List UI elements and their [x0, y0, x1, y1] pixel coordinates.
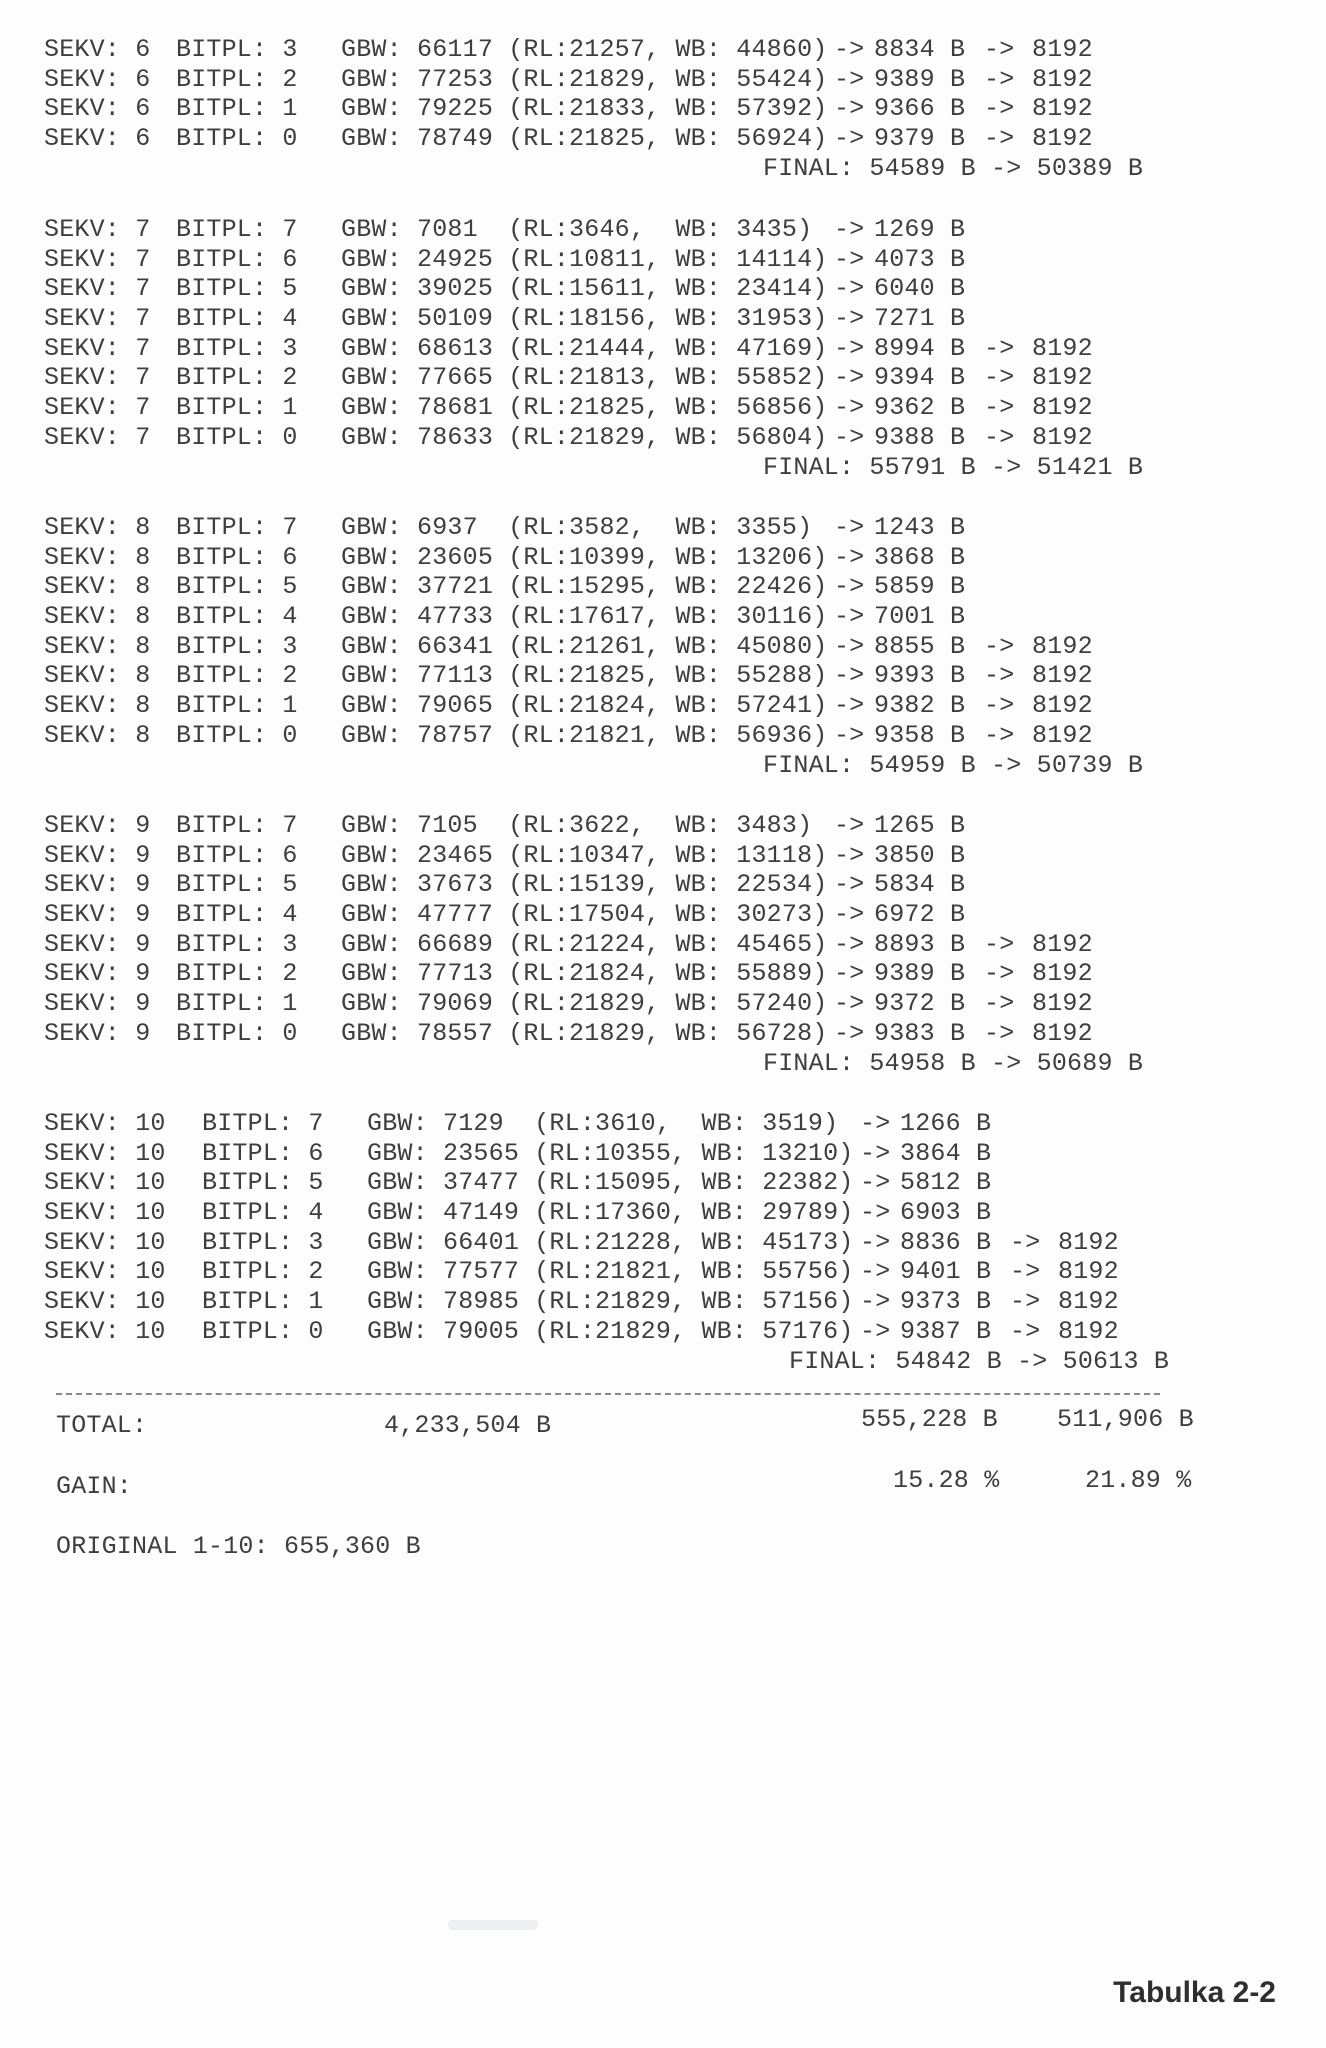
bytes-value: 7271 B [874, 304, 966, 334]
table-row [44, 1198, 1194, 1228]
arrow: -> [834, 333, 865, 363]
arrow: -> [984, 393, 1015, 423]
arrow: -> [984, 94, 1015, 124]
gain-label: GAIN: [56, 1472, 133, 1501]
arrow: -> [984, 124, 1015, 154]
gbw-value: GBW: 79225 (RL:21833, WB: 57392) [341, 94, 828, 124]
bytes-value: 9393 B [874, 661, 966, 691]
table-row [44, 691, 1194, 721]
table-row [44, 543, 1194, 573]
table-row [44, 94, 1194, 124]
sekv-value: SEKV: 8 [44, 572, 151, 602]
bitpl-value: BITPL: 4 [202, 1198, 324, 1228]
gbw-value: GBW: 23565 (RL:10355, WB: 13210) [367, 1138, 854, 1168]
arrow: -> [834, 304, 865, 334]
sekv-value: SEKV: 9 [44, 959, 151, 989]
cap-value: 8192 [1058, 1287, 1119, 1317]
bytes-value: 4073 B [874, 244, 966, 274]
arrow: -> [834, 989, 865, 1019]
bytes-value: 6972 B [874, 900, 966, 930]
gbw-value: GBW: 66117 (RL:21257, WB: 44860) [341, 35, 828, 64]
final-summary: FINAL: 54959 B -> 50739 B [763, 750, 1144, 780]
cap-value: 8192 [1032, 124, 1093, 154]
cap-value: 8192 [1058, 1257, 1119, 1287]
bitpl-value: BITPL: 6 [176, 542, 298, 572]
arrow: -> [984, 1018, 1015, 1048]
table-row [44, 423, 1194, 453]
arrow: -> [984, 35, 1015, 64]
sequence-block-10 [44, 1109, 1194, 1376]
gain-capped-value: 21.89 % [1085, 1466, 1192, 1495]
table-row [44, 1139, 1194, 1169]
bytes-value: 8855 B [874, 631, 966, 661]
sekv-value: SEKV: 8 [44, 602, 151, 632]
bitpl-value: BITPL: 5 [176, 870, 298, 900]
sekv-value: SEKV: 8 [44, 720, 151, 750]
cap-value: 8192 [1032, 64, 1093, 94]
total-label: TOTAL: [56, 1411, 148, 1440]
sekv-value: SEKV: 9 [44, 900, 151, 930]
gbw-value: GBW: 77577 (RL:21821, WB: 55756) [367, 1257, 854, 1287]
bitpl-value: BITPL: 3 [176, 35, 298, 64]
gbw-value: GBW: 23465 (RL:10347, WB: 13118) [341, 840, 828, 870]
arrow: -> [834, 840, 865, 870]
gbw-value: GBW: 23605 (RL:10399, WB: 13206) [341, 542, 828, 572]
bitpl-value: BITPL: 5 [176, 572, 298, 602]
sekv-value: SEKV: 7 [44, 215, 151, 244]
arrow: -> [834, 900, 865, 930]
gbw-value: GBW: 78557 (RL:21829, WB: 56728) [341, 1018, 828, 1048]
gbw-value: GBW: 77665 (RL:21813, WB: 55852) [341, 363, 828, 393]
sekv-value: SEKV: 7 [44, 422, 151, 452]
bitpl-value: BITPL: 7 [176, 513, 298, 542]
bitpl-value: BITPL: 3 [176, 929, 298, 959]
bitpl-value: BITPL: 0 [176, 720, 298, 750]
arrow: -> [1010, 1257, 1041, 1287]
arrow: -> [834, 363, 865, 393]
cap-value: 8192 [1032, 691, 1093, 721]
arrow: -> [860, 1257, 891, 1287]
bytes-value: 9358 B [874, 720, 966, 750]
table-row [44, 274, 1194, 304]
bytes-value: 1269 B [874, 215, 966, 244]
sekv-value: SEKV: 8 [44, 542, 151, 572]
arrow: -> [984, 691, 1015, 721]
sekv-value: SEKV: 9 [44, 840, 151, 870]
gbw-value: GBW: 79065 (RL:21824, WB: 57241) [341, 691, 828, 721]
bytes-value: 9388 B [874, 422, 966, 452]
table-row [44, 124, 1194, 154]
arrow: -> [834, 959, 865, 989]
bytes-value: 9362 B [874, 393, 966, 423]
bytes-value: 8893 B [874, 929, 966, 959]
sekv-value: SEKV: 10 [44, 1198, 166, 1228]
bytes-value: 1243 B [874, 513, 966, 542]
gbw-value: GBW: 37721 (RL:15295, WB: 22426) [341, 572, 828, 602]
scan-smudge [448, 1920, 538, 1930]
sekv-value: SEKV: 8 [44, 631, 151, 661]
table-row [44, 841, 1194, 871]
cap-value: 8192 [1032, 1018, 1093, 1048]
gbw-value: GBW: 78985 (RL:21829, WB: 57156) [367, 1287, 854, 1317]
original-total: ORIGINAL 1-10: 655,360 B [56, 1532, 421, 1561]
final-row [44, 751, 1194, 781]
cap-value: 8192 [1032, 661, 1093, 691]
arrow: -> [834, 94, 865, 124]
table-row [44, 393, 1194, 423]
bitpl-value: BITPL: 4 [176, 900, 298, 930]
bitpl-value: BITPL: 4 [176, 602, 298, 632]
arrow: -> [834, 274, 865, 304]
table-row [44, 602, 1194, 632]
table-row [44, 900, 1194, 930]
gbw-value: GBW: 50109 (RL:18156, WB: 31953) [341, 304, 828, 334]
bytes-value: 9394 B [874, 363, 966, 393]
gbw-value: GBW: 68613 (RL:21444, WB: 47169) [341, 333, 828, 363]
bitpl-value: BITPL: 3 [176, 333, 298, 363]
table-row [44, 721, 1194, 751]
bitpl-value: BITPL: 2 [176, 363, 298, 393]
cap-value: 8192 [1032, 929, 1093, 959]
gbw-value: GBW: 47149 (RL:17360, WB: 29789) [367, 1198, 854, 1228]
gbw-value: GBW: 6937 (RL:3582, WB: 3355) [341, 513, 828, 542]
arrow: -> [834, 422, 865, 452]
table-row [44, 632, 1194, 662]
bytes-value: 1266 B [900, 1109, 992, 1138]
arrow: -> [834, 64, 865, 94]
bitpl-value: BITPL: 1 [176, 989, 298, 1019]
gbw-value: GBW: 66689 (RL:21224, WB: 45465) [341, 929, 828, 959]
gbw-value: GBW: 79069 (RL:21829, WB: 57240) [341, 989, 828, 1019]
bitpl-value: BITPL: 3 [202, 1227, 324, 1257]
cap-value: 8192 [1032, 333, 1093, 363]
bitpl-value: BITPL: 0 [176, 1018, 298, 1048]
gbw-value: GBW: 47777 (RL:17504, WB: 30273) [341, 900, 828, 930]
table-row [44, 35, 1194, 65]
arrow: -> [1010, 1227, 1041, 1257]
sekv-value: SEKV: 6 [44, 124, 151, 154]
cap-value: 8192 [1032, 35, 1093, 64]
sekv-value: SEKV: 8 [44, 513, 151, 542]
bytes-value: 7001 B [874, 602, 966, 632]
gbw-value: GBW: 37477 (RL:15095, WB: 22382) [367, 1168, 854, 1198]
arrow: -> [834, 661, 865, 691]
table-row [44, 215, 1194, 245]
total-original-value: 4,233,504 B [384, 1411, 552, 1440]
bytes-value: 5812 B [900, 1168, 992, 1198]
bytes-value: 9389 B [874, 959, 966, 989]
sekv-value: SEKV: 10 [44, 1138, 166, 1168]
bytes-value: 9387 B [900, 1316, 992, 1346]
bytes-value: 9366 B [874, 94, 966, 124]
sequence-block-8 [44, 513, 1194, 780]
final-summary: FINAL: 55791 B -> 51421 B [763, 452, 1144, 482]
bytes-value: 8834 B [874, 35, 966, 64]
final-row [44, 1049, 1194, 1079]
sekv-value: SEKV: 9 [44, 989, 151, 1019]
bitpl-value: BITPL: 1 [176, 94, 298, 124]
bytes-value: 9401 B [900, 1257, 992, 1287]
bytes-value: 9382 B [874, 691, 966, 721]
sekv-value: SEKV: 9 [44, 929, 151, 959]
arrow: -> [834, 602, 865, 632]
gbw-value: GBW: 37673 (RL:15139, WB: 22534) [341, 870, 828, 900]
sekv-value: SEKV: 7 [44, 244, 151, 274]
table-row [44, 334, 1194, 364]
gbw-value: GBW: 7105 (RL:3622, WB: 3483) [341, 811, 828, 840]
arrow: -> [984, 631, 1015, 661]
bytes-value: 9373 B [900, 1287, 992, 1317]
final-row [44, 453, 1194, 483]
arrow: -> [860, 1109, 891, 1138]
cap-value: 8192 [1032, 631, 1093, 661]
bytes-value: 8836 B [900, 1227, 992, 1257]
cap-value: 8192 [1032, 94, 1093, 124]
sekv-value: SEKV: 6 [44, 64, 151, 94]
sekv-value: SEKV: 7 [44, 363, 151, 393]
bitpl-value: BITPL: 6 [176, 244, 298, 274]
bytes-value: 3864 B [900, 1138, 992, 1168]
gbw-value: GBW: 66401 (RL:21228, WB: 45173) [367, 1227, 854, 1257]
bitpl-value: BITPL: 0 [176, 422, 298, 452]
bytes-value: 9383 B [874, 1018, 966, 1048]
arrow: -> [984, 959, 1015, 989]
table-row [44, 1317, 1194, 1347]
bitpl-value: BITPL: 0 [202, 1316, 324, 1346]
sekv-value: SEKV: 10 [44, 1168, 166, 1198]
arrow: -> [834, 124, 865, 154]
arrow: -> [860, 1168, 891, 1198]
arrow: -> [984, 989, 1015, 1019]
arrow: -> [984, 422, 1015, 452]
sekv-value: SEKV: 7 [44, 393, 151, 423]
bytes-value: 5859 B [874, 572, 966, 602]
sekv-value: SEKV: 10 [44, 1257, 166, 1287]
arrow: -> [984, 333, 1015, 363]
arrow: -> [834, 929, 865, 959]
sekv-value: SEKV: 7 [44, 333, 151, 363]
total-final-value: 555,228 B [861, 1405, 998, 1434]
arrow: -> [834, 691, 865, 721]
dashed-divider [56, 1393, 1160, 1395]
arrow: -> [834, 35, 865, 64]
bytes-value: 9372 B [874, 989, 966, 1019]
bytes-value: 5834 B [874, 870, 966, 900]
bitpl-value: BITPL: 0 [176, 124, 298, 154]
arrow: -> [984, 929, 1015, 959]
sekv-value: SEKV: 10 [44, 1109, 166, 1138]
table-row [44, 811, 1194, 841]
arrow: -> [860, 1287, 891, 1317]
gbw-value: GBW: 77113 (RL:21825, WB: 55288) [341, 661, 828, 691]
sekv-value: SEKV: 9 [44, 1018, 151, 1048]
table-row [44, 661, 1194, 691]
bitpl-value: BITPL: 1 [176, 691, 298, 721]
gbw-value: GBW: 24925 (RL:10811, WB: 14114) [341, 244, 828, 274]
final-summary: FINAL: 54958 B -> 50689 B [763, 1048, 1144, 1078]
arrow: -> [834, 870, 865, 900]
arrow: -> [834, 393, 865, 423]
final-row [44, 154, 1194, 184]
table-row [44, 930, 1194, 960]
bitpl-value: BITPL: 2 [202, 1257, 324, 1287]
bytes-value: 8994 B [874, 333, 966, 363]
arrow: -> [834, 215, 865, 244]
table-row [44, 304, 1194, 334]
gbw-value: GBW: 7129 (RL:3610, WB: 3519) [367, 1109, 854, 1138]
cap-value: 8192 [1032, 363, 1093, 393]
final-summary: FINAL: 54589 B -> 50389 B [763, 153, 1144, 183]
gain-final-value: 15.28 % [893, 1466, 1000, 1495]
sekv-value: SEKV: 7 [44, 304, 151, 334]
table-row [44, 1287, 1194, 1317]
bytes-value: 9379 B [874, 124, 966, 154]
table-row [44, 989, 1194, 1019]
sekv-value: SEKV: 6 [44, 35, 151, 64]
arrow: -> [984, 64, 1015, 94]
final-row [44, 1347, 1194, 1377]
table-row [44, 1257, 1194, 1287]
table-row [44, 572, 1194, 602]
total-capped-value: 511,906 B [1057, 1405, 1194, 1434]
bytes-value: 6903 B [900, 1198, 992, 1228]
gbw-value: GBW: 66341 (RL:21261, WB: 45080) [341, 631, 828, 661]
sekv-value: SEKV: 9 [44, 870, 151, 900]
arrow: -> [1010, 1316, 1041, 1346]
sekv-value: SEKV: 9 [44, 811, 151, 840]
sekv-value: SEKV: 6 [44, 94, 151, 124]
bitpl-value: BITPL: 7 [176, 215, 298, 244]
table-row [44, 1019, 1194, 1049]
gbw-value: GBW: 78757 (RL:21821, WB: 56936) [341, 720, 828, 750]
gbw-value: GBW: 79005 (RL:21829, WB: 57176) [367, 1316, 854, 1346]
bitpl-value: BITPL: 1 [202, 1287, 324, 1317]
sequence-block-6 [44, 35, 1194, 183]
sekv-value: SEKV: 8 [44, 691, 151, 721]
gbw-value: GBW: 78633 (RL:21829, WB: 56804) [341, 422, 828, 452]
cap-value: 8192 [1032, 393, 1093, 423]
bitpl-value: BITPL: 5 [176, 274, 298, 304]
arrow: -> [834, 542, 865, 572]
arrow: -> [860, 1316, 891, 1346]
sekv-value: SEKV: 8 [44, 661, 151, 691]
table-row [44, 870, 1194, 900]
arrow: -> [834, 513, 865, 542]
gbw-value: GBW: 78681 (RL:21825, WB: 56856) [341, 393, 828, 423]
arrow: -> [984, 720, 1015, 750]
gbw-value: GBW: 7081 (RL:3646, WB: 3435) [341, 215, 828, 244]
arrow: -> [834, 720, 865, 750]
table-row [44, 363, 1194, 393]
arrow: -> [860, 1138, 891, 1168]
arrow: -> [834, 572, 865, 602]
table-row [44, 1168, 1194, 1198]
sekv-value: SEKV: 10 [44, 1287, 166, 1317]
table-row [44, 513, 1194, 543]
arrow: -> [984, 661, 1015, 691]
gbw-value: GBW: 78749 (RL:21825, WB: 56924) [341, 124, 828, 154]
bitpl-value: BITPL: 5 [202, 1168, 324, 1198]
bytes-value: 1265 B [874, 811, 966, 840]
bitpl-value: BITPL: 4 [176, 304, 298, 334]
arrow: -> [860, 1227, 891, 1257]
bitpl-value: BITPL: 2 [176, 64, 298, 94]
arrow: -> [834, 631, 865, 661]
arrow: -> [1010, 1287, 1041, 1317]
bitpl-value: BITPL: 2 [176, 661, 298, 691]
gbw-value: GBW: 47733 (RL:17617, WB: 30116) [341, 602, 828, 632]
gbw-value: GBW: 77713 (RL:21824, WB: 55889) [341, 959, 828, 989]
bitpl-value: BITPL: 2 [176, 959, 298, 989]
table-row [44, 1228, 1194, 1258]
table-row [44, 959, 1194, 989]
table-row [44, 245, 1194, 275]
bitpl-value: BITPL: 7 [176, 811, 298, 840]
sekv-value: SEKV: 10 [44, 1227, 166, 1257]
bytes-value: 3850 B [874, 840, 966, 870]
arrow: -> [834, 244, 865, 274]
arrow: -> [834, 1018, 865, 1048]
table-row [44, 65, 1194, 95]
sekv-value: SEKV: 10 [44, 1316, 166, 1346]
cap-value: 8192 [1058, 1316, 1119, 1346]
cap-value: 8192 [1032, 422, 1093, 452]
arrow: -> [984, 363, 1015, 393]
cap-value: 8192 [1032, 959, 1093, 989]
table-row [44, 1109, 1194, 1139]
cap-value: 8192 [1058, 1227, 1119, 1257]
cap-value: 8192 [1032, 989, 1093, 1019]
bytes-value: 3868 B [874, 542, 966, 572]
bitpl-value: BITPL: 6 [202, 1138, 324, 1168]
arrow: -> [860, 1198, 891, 1228]
bitpl-value: BITPL: 6 [176, 840, 298, 870]
cap-value: 8192 [1032, 720, 1093, 750]
final-summary: FINAL: 54842 B -> 50613 B [789, 1346, 1170, 1376]
gbw-value: GBW: 39025 (RL:15611, WB: 23414) [341, 274, 828, 304]
bitpl-value: BITPL: 7 [202, 1109, 324, 1138]
gbw-value: GBW: 77253 (RL:21829, WB: 55424) [341, 64, 828, 94]
table-caption: Tabulka 2-2 [1113, 1976, 1276, 2009]
bytes-value: 6040 B [874, 274, 966, 304]
bitpl-value: BITPL: 3 [176, 631, 298, 661]
arrow: -> [834, 811, 865, 840]
sequence-block-9 [44, 811, 1194, 1078]
sequence-block-7 [44, 215, 1194, 482]
sekv-value: SEKV: 7 [44, 274, 151, 304]
bitpl-value: BITPL: 1 [176, 393, 298, 423]
bytes-value: 9389 B [874, 64, 966, 94]
